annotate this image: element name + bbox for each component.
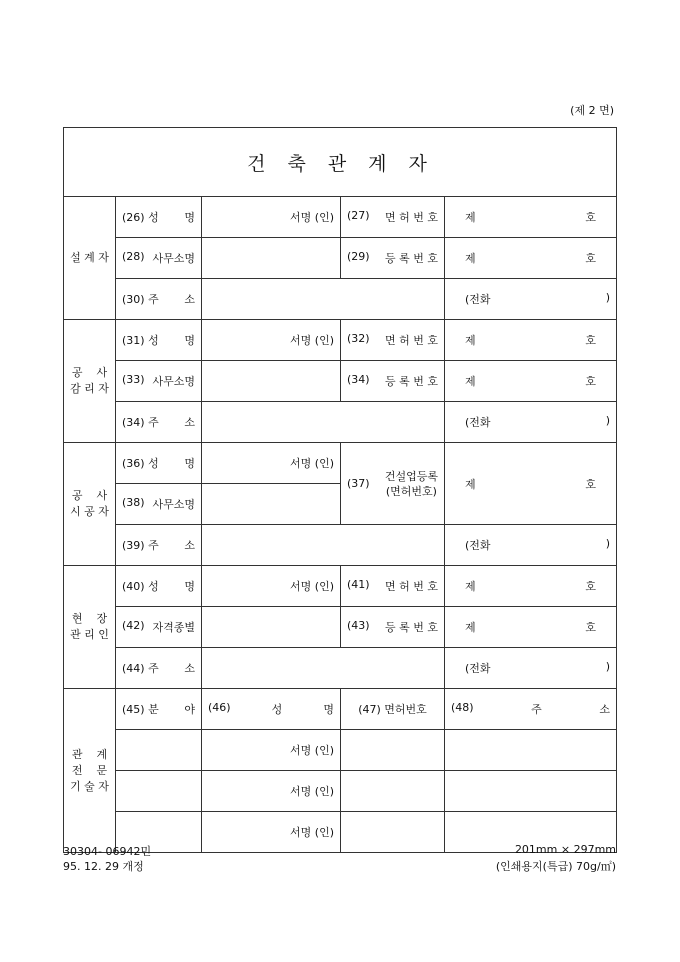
section-contractor: 공 사 시 공 자 [64, 443, 116, 566]
designer-phone-field[interactable]: (전화 ) [465, 291, 610, 306]
label-42-qualification: (42) 자격종별 [122, 619, 195, 634]
tech-license-3[interactable] [341, 812, 445, 853]
supervisor-office-field[interactable] [202, 361, 341, 402]
designer-address-field[interactable] [202, 279, 445, 320]
building-parties-form [63, 127, 617, 853]
label-37-construction-reg: (37) 건설업등록 (면허번호) [341, 443, 445, 525]
form-number: 30304- 06942민 [63, 845, 152, 858]
tech-name-2[interactable]: 서명 (인) [202, 771, 341, 812]
tech-address-1[interactable] [445, 730, 617, 771]
label-34-address: (34) 주 소 [122, 416, 195, 429]
label-47-license: (47) 면허번호 [341, 689, 445, 730]
section-site-manager: 현 장 관 리 인 [64, 566, 116, 689]
label-44-address: (44) 주 소 [122, 662, 195, 675]
contractor-name-field[interactable]: 서명 (인) [202, 443, 341, 484]
label-45-field: (45) 분 야 [122, 703, 195, 716]
label-39-address: (39) 주 소 [122, 539, 195, 552]
label-32-license: (32) 면 허 번 호 [347, 332, 438, 347]
tech-address-2[interactable] [445, 771, 617, 812]
label-26-name: (26) 성 명 [122, 211, 195, 224]
label-43-reg: (43) 등 록 번 호 [347, 619, 438, 634]
site-address-field[interactable] [202, 648, 445, 689]
label-46-name: (46) 성 명 [208, 701, 334, 716]
supervisor-reg-field[interactable]: 제 호 [465, 375, 596, 388]
supervisor-license-field[interactable]: 제 호 [465, 334, 596, 347]
tech-name-1[interactable]: 서명 (인) [202, 730, 341, 771]
label-29-reg: (29) 등 록 번 호 [347, 250, 438, 265]
designer-name-field[interactable]: 서명 (인) [202, 197, 341, 238]
site-qualification-field[interactable] [202, 607, 341, 648]
section-designer: 설 계 자 [64, 197, 116, 320]
paper-size: 201mm × 297mm [514, 843, 616, 856]
site-phone-field[interactable]: (전화 ) [465, 660, 610, 675]
section-technician: 관 계 전 문 기 술 자 [64, 689, 116, 853]
label-33-office: (33) 사무소명 [122, 373, 195, 388]
section-supervisor: 공 사 감 리 자 [64, 320, 116, 443]
site-name-field[interactable]: 서명 (인) [202, 566, 341, 607]
designer-license-field[interactable]: 제 호 [465, 211, 596, 224]
tech-license-2[interactable] [341, 771, 445, 812]
label-31-name: (31) 성 명 [122, 334, 195, 347]
paper-spec: (인쇄용지(특급) 70g/㎡) [495, 860, 616, 873]
label-34-reg: (34) 등 록 번 호 [347, 373, 438, 388]
tech-field-2[interactable] [116, 771, 202, 812]
tech-license-1[interactable] [341, 730, 445, 771]
revision-date: 95. 12. 29 개정 [63, 860, 144, 873]
designer-office-field[interactable] [202, 238, 341, 279]
tech-name-3[interactable]: 서명 (인) [202, 812, 341, 853]
tech-field-1[interactable] [116, 730, 202, 771]
form-title: 건축관계자 [64, 128, 617, 197]
supervisor-phone-field[interactable]: (전화 ) [465, 414, 610, 429]
label-41-license: (41) 면 허 번 호 [347, 578, 438, 593]
contractor-address-field[interactable] [202, 525, 445, 566]
supervisor-address-field[interactable] [202, 402, 445, 443]
site-reg-field[interactable]: 제 호 [465, 621, 596, 634]
label-36-name: (36) 성 명 [122, 457, 195, 470]
contractor-reg-field[interactable]: 제 호 [465, 477, 596, 491]
site-license-field[interactable]: 제 호 [465, 580, 596, 593]
label-30-address: (30) 주 소 [122, 293, 195, 306]
label-38-office: (38) 사무소명 [122, 496, 195, 511]
label-48-address: (48) 주 소 [451, 701, 610, 716]
contractor-office-field[interactable] [202, 484, 341, 525]
page-number: (제 2 면) [570, 104, 614, 117]
label-27-license: (27) 면 허 번 호 [347, 209, 438, 224]
label-28-office: (28) 사무소명 [122, 250, 195, 265]
designer-reg-field[interactable]: 제 호 [465, 252, 596, 265]
contractor-phone-field[interactable]: (전화 ) [465, 537, 610, 552]
supervisor-name-field[interactable]: 서명 (인) [202, 320, 341, 361]
label-40-name: (40) 성 명 [122, 580, 195, 593]
